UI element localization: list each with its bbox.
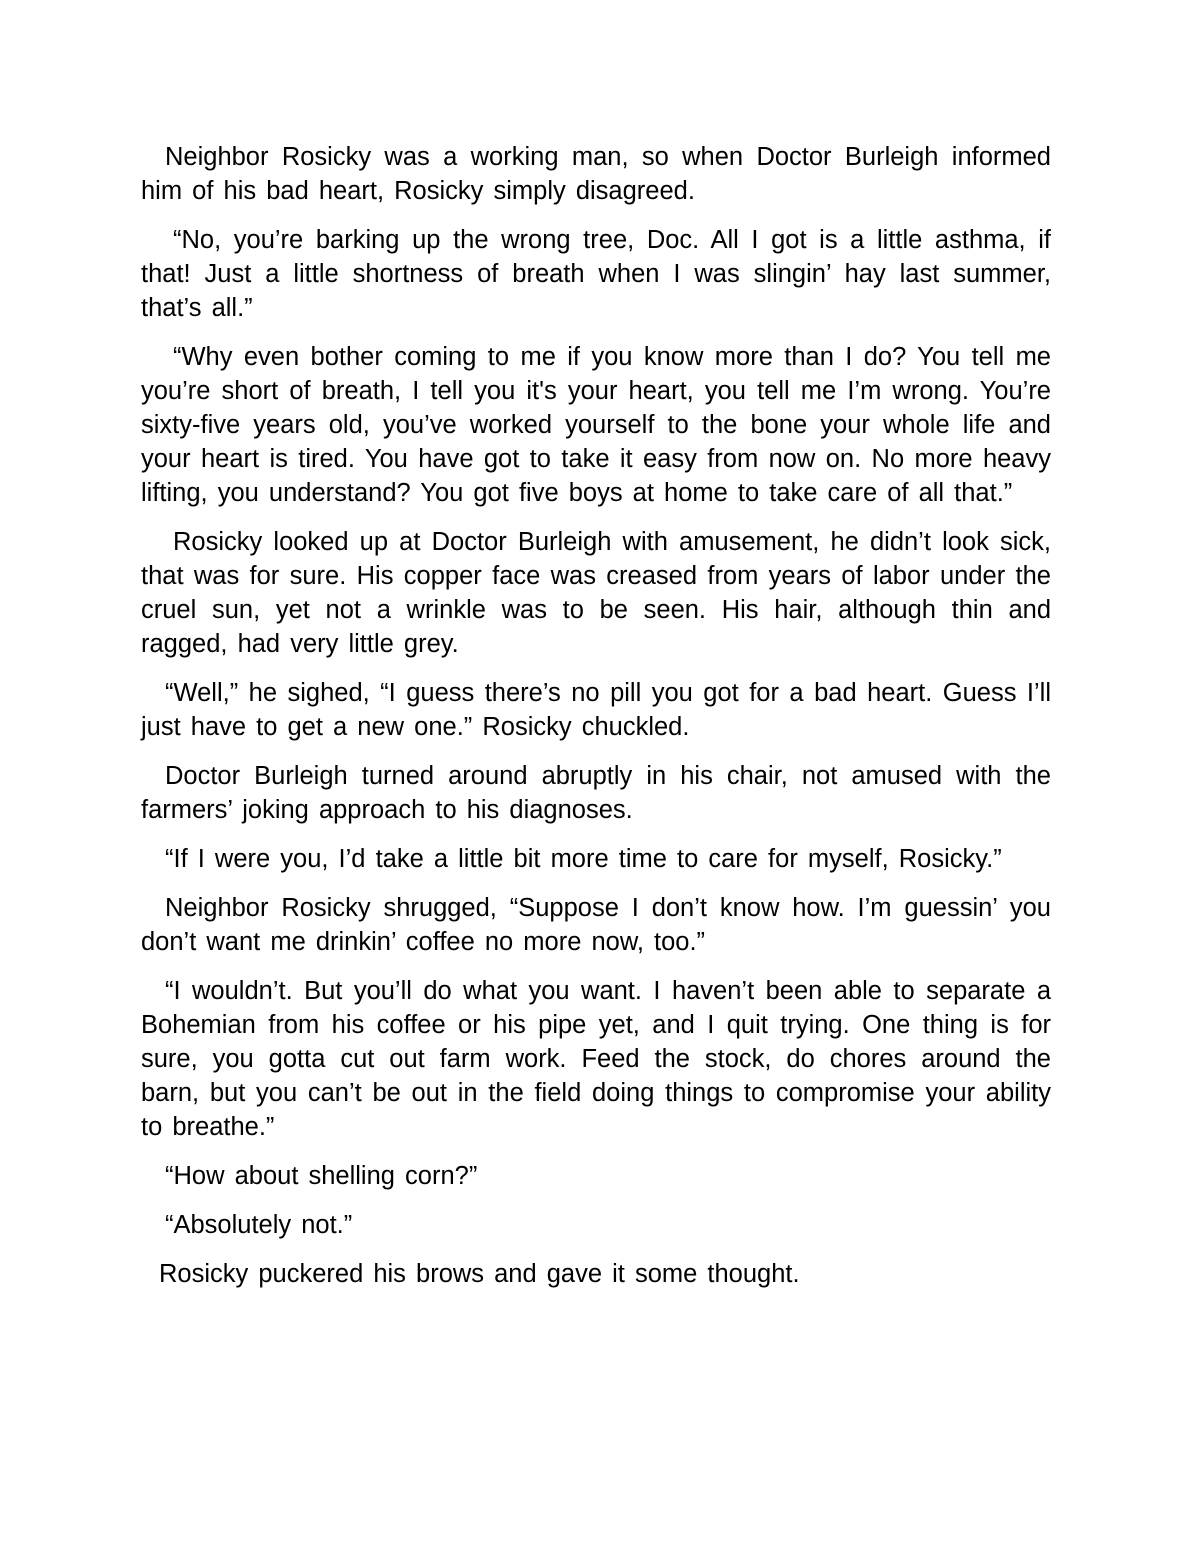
paragraph: “I wouldn’t. But you’ll do what you want. I haven’t been able to separate a Bohemian from his coffee or his pipe yet, and I quit trying. One thing is for sure, you gotta cut out farm work. Feed the stock, do chores around the barn, but you can’t be out in the field doing things to compromise your ability to breathe.”	[141, 977, 1051, 1141]
body-text	[141, 140, 1051, 1306]
paragraph: “No, you’re barking up the wrong tree, Doc. All I got is a little asthma, if that! Just a little shortness of breath when I was slingin’ hay last summer, that’s all.”	[141, 226, 1051, 322]
paragraph: Rosicky looked up at Doctor Burleigh with amusement, he didn’t look sick, that was for sure. His copper face was creased from years of labor under the cruel sun, yet not a wrinkle was to be seen. His hair, although thin and ragged, had very little grey.	[141, 528, 1051, 658]
paragraph: Doctor Burleigh turned around abruptly in his chair, not amused with the farmers’ joking approach to his diagnoses.	[141, 762, 1051, 824]
paragraph: “How about shelling corn?”	[165, 1162, 478, 1190]
paragraph: “Why even bother coming to me if you know more than I do? You tell me you’re short of breath, I tell you it's your heart, you tell me I’m wrong. You’re sixty-five years old, you’ve worked yourself to the bone your whole life and your heart is tired. You have got to take it easy from now on. No more heavy lifting, you understand? You got five boys at home to take care of all that.”	[141, 343, 1051, 507]
paragraph: “Well,” he sighed, “I guess there’s no pill you got for a bad heart. Guess I’ll just have to get a new one.” Rosicky chuckled.	[141, 679, 1051, 741]
paragraph: “If I were you, I’d take a little bit more time to care for myself, Rosicky.”	[165, 845, 1002, 873]
paragraph: “Absolutely not.”	[165, 1211, 353, 1239]
paragraph: Rosicky puckered his brows and gave it some thought.	[159, 1260, 800, 1288]
paragraph: Neighbor Rosicky was a working man, so when Doctor Burleigh informed him of his bad heart, Rosicky simply disagreed.	[141, 143, 1051, 205]
paragraph: Neighbor Rosicky shrugged, “Suppose I don’t know how. I’m guessin’ you don’t want me drinkin’ coffee no more now, too.”	[141, 894, 1051, 956]
